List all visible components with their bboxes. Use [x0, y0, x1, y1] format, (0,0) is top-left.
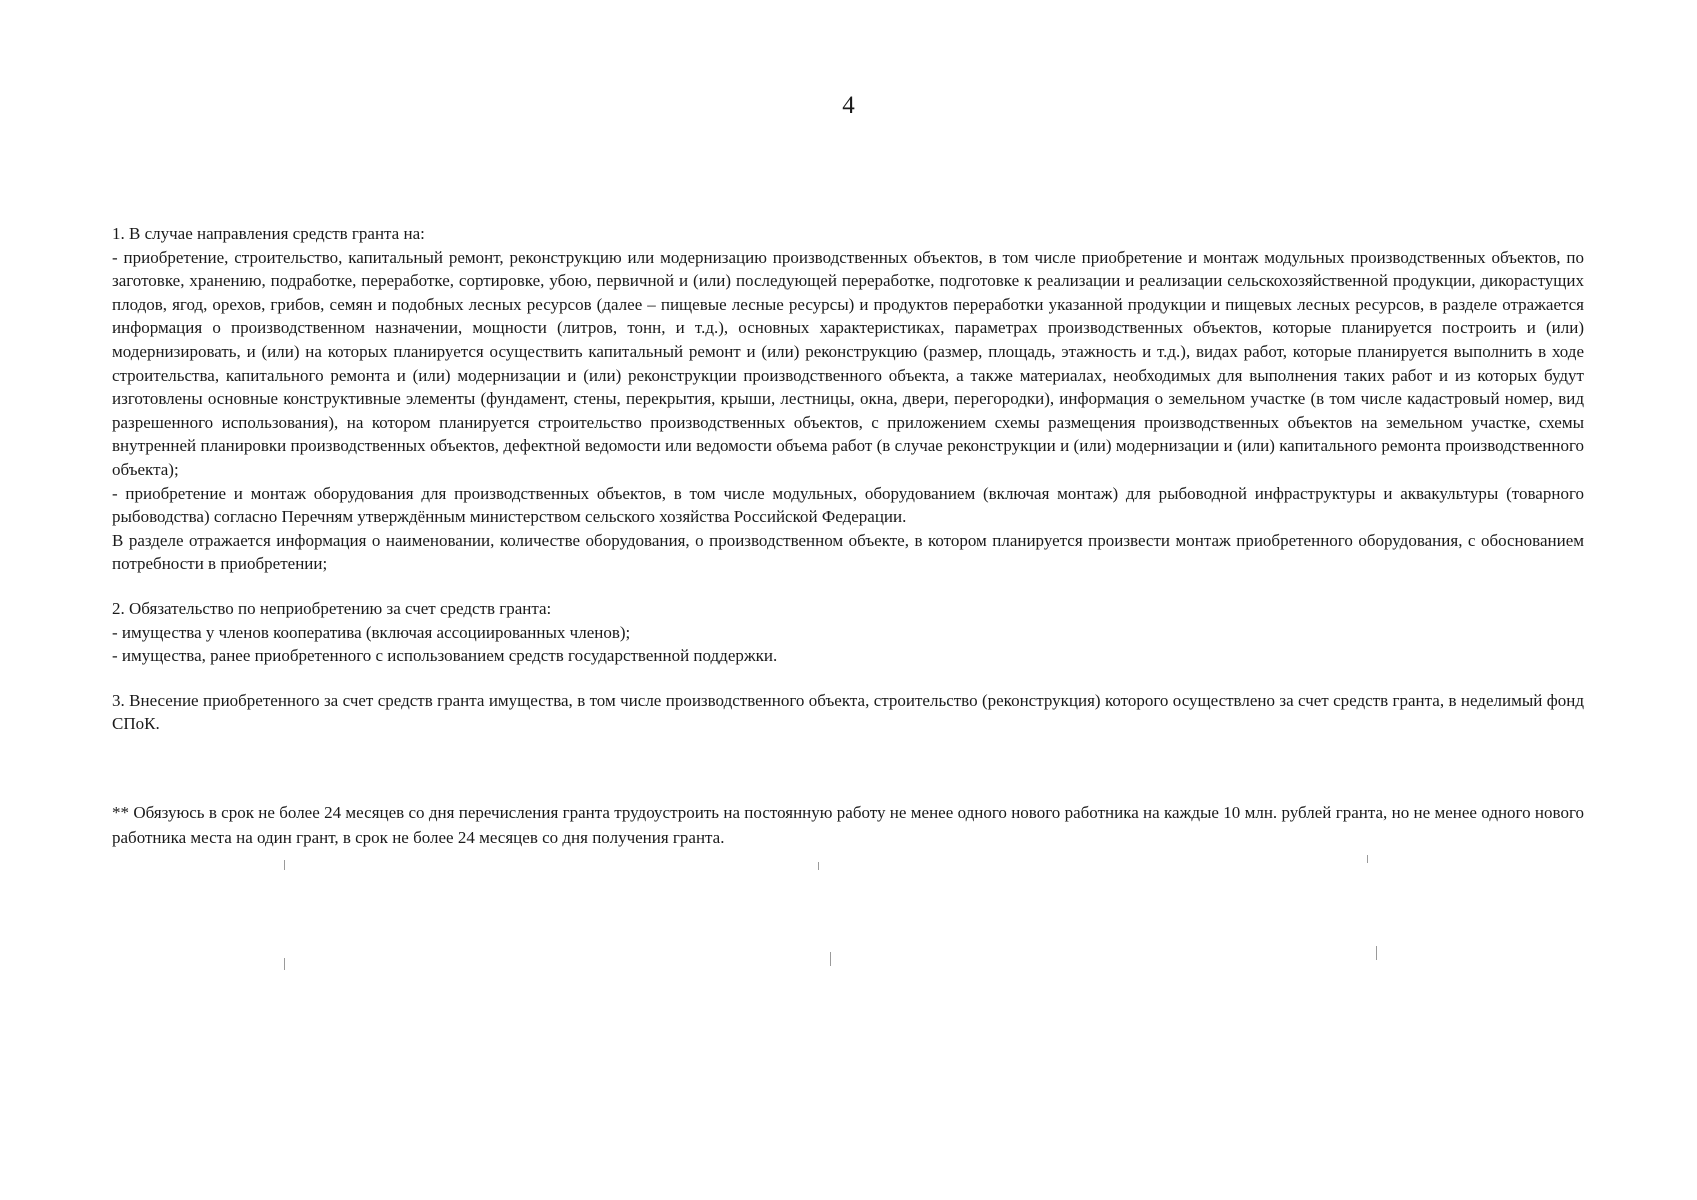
section-2-title: 2. Обязательство по неприобретению за счет средств гранта: [112, 598, 552, 618]
section-1-title: 1. В случае направления средств гранта на: [112, 224, 425, 243]
section-1-item-2: - приобретение и монтаж оборудования для производственных объектов, в том числе модульных, оборудованием (включая монтаж) для рыбоводной инфраструктуры и аквакультуры (товарного рыбоводства) согласно Перечням утверждённым министерством сельского хозяйства Российской Федерации. [112, 483, 1584, 527]
scan-speck [284, 860, 285, 870]
footnote [112, 800, 1584, 850]
section-2-item-2: - имущества, ранее приобретенного с использованием средств государственной поддержки. [112, 646, 778, 666]
scan-speck [1367, 855, 1368, 863]
spacer [112, 668, 1584, 689]
section-1-item-1: - приобретение, строительство, капитальный ремонт, реконструкцию или модернизацию производственных объектов, в том числе приобретение и монтаж модульных производственных объектов, по заготовке, хранению, подработке, переработке, сортировке, убою, первичной и (или) последующей переработке, подготовке к реализации и реализации сельскохозяйственной продукции, дикорастущих плодов, ягод, орехов, грибов, семян и подобных лесных ресурсов (далее – пищевые лесные ресурсы) и продуктов переработки указанной продукции и пищевых лесных ресурсов, в разделе отражается информация о производственном назначении, мощности (литров, тонн, и т.д.), основных характеристиках, параметрах производственных объектов, которые планируется построить и (или) модернизировать, и (или) на которых планируется осуществить капитальный ремонт и (или) реконструкцию (размер, площадь, этажность и т.д.), видах работ, которые планируется выполнить в ходе строительства, капитального ремонта и (или) модернизации и (или) реконструкции производственного объекта, а также материалах, необходимых для выполнения таких работ и из которых будут изготовлены основные конструктивные элементы (фундамент, стены, перекрытия, крыши, лестницы, окна, двери, перегородки), информация о земельном участке (в том числе кадастровый номер, вид разрешенного использования), на котором планируется строительство производственных объектов, с приложением схемы размещения производственных объектов на земельном участке, схемы внутренней планировки производственных объектов, дефектной ведомости или ведомости объема работ (в случае реконструкции и (или) модернизации и (или) капитального ремонта производственного объекта); [112, 247, 1584, 479]
section-1-item-3: В разделе отражается информация о наименовании, количестве оборудования, о производственном объекте, в котором планируется произвести монтаж приобретенного оборудования, с обоснованием потребности в приобретении; [112, 530, 1584, 574]
spacer [112, 576, 1584, 597]
document-body [112, 222, 1584, 736]
page-number: 4 [842, 92, 855, 119]
footnote-text: ** Обязуюсь в срок не более 24 месяцев со дня перечисления гранта трудоустроить на постоянную работу не менее одного нового работника на каждые 10 млн. рублей гранта, но не менее одного нового работника места на один грант, в срок не более 24 месяцев со дня получения гранта. [112, 803, 1584, 847]
section-2-item-1: - имущества у членов кооператива (включая ассоциированных членов); [112, 622, 631, 642]
scan-speck [830, 952, 831, 966]
section-3-text: 3. Внесение приобретенного за счет средств гранта имущества, в том числе производственного объекта, строительство (реконструкция) которого осуществлено за счет средств гранта, в неделимый фонд СПоК. [112, 690, 1584, 734]
scan-speck [818, 862, 819, 870]
scan-speck [284, 958, 285, 970]
scan-speck [1376, 946, 1377, 960]
